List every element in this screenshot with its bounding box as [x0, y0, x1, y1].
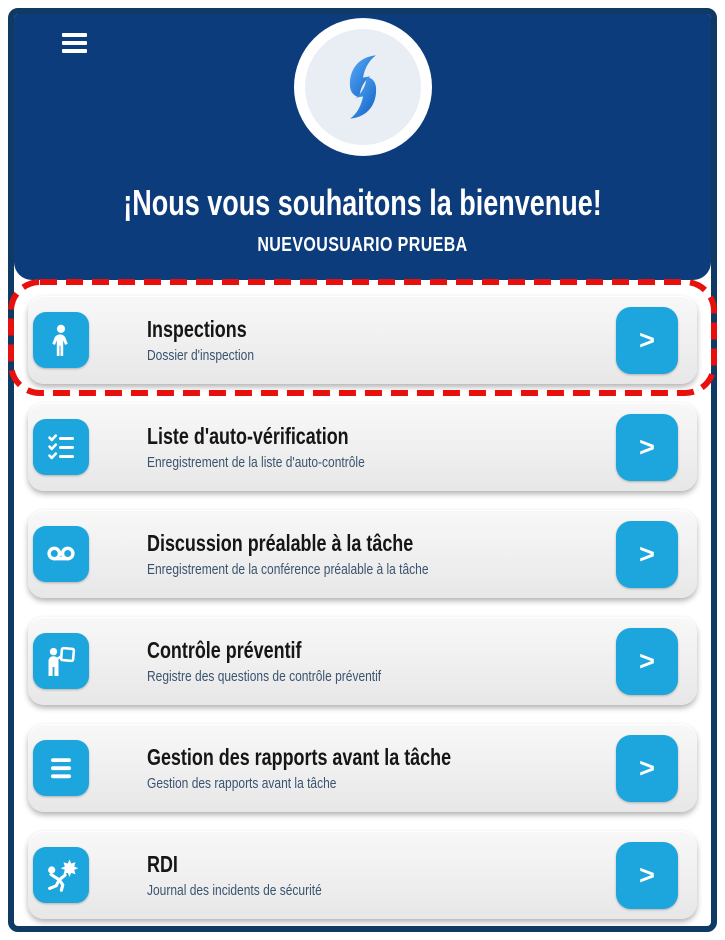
- menu-item-title: Contrôle préventif: [147, 637, 302, 663]
- menu-item-subtitle: Dossier d'inspection: [147, 347, 255, 364]
- app-frame: [8, 8, 717, 932]
- person-icon: [33, 312, 89, 368]
- menu-item-subtitle: Gestion des rapports avant la tâche: [147, 775, 337, 792]
- welcome-title: ¡Nous vous souhaitons la bienvenue!: [123, 182, 602, 223]
- menu-list: [14, 280, 711, 919]
- menu-item-title: Discussion préalable à la tâche: [147, 530, 414, 556]
- voicemail-icon: [33, 526, 89, 582]
- menu-item-title: Inspections: [147, 316, 247, 342]
- checklist-icon: [33, 419, 89, 475]
- app-logo: [294, 18, 432, 156]
- menu-item-3[interactable]: [28, 510, 697, 598]
- menu-item-subtitle: Registre des questions de contrôle préventif: [147, 668, 382, 685]
- menu-item-6[interactable]: [28, 831, 697, 919]
- chevron-right-button[interactable]: >: [616, 307, 678, 374]
- menu-item-text: [147, 529, 499, 579]
- welcome-username: NUEVOUSUARIO PRUEBA: [257, 234, 468, 256]
- menu-item-title: RDI: [147, 851, 178, 877]
- s-bolt-logo-icon: [305, 29, 421, 145]
- menu-item-subtitle: Journal des incidents de sécurité: [147, 882, 322, 899]
- chevron-right-button[interactable]: >: [616, 628, 678, 695]
- menu-item-subtitle: Enregistrement de la liste d'auto-contrôle: [147, 454, 365, 471]
- menu-item-text: [147, 422, 419, 472]
- chevron-right-button[interactable]: >: [616, 521, 678, 588]
- menu-item-text: [147, 636, 440, 686]
- menu-item-title: Gestion des rapports avant la tâche: [147, 744, 452, 770]
- slip-fall-icon: [33, 847, 89, 903]
- app-header: [14, 14, 711, 280]
- menu-item-text: [147, 743, 537, 793]
- chevron-right-button[interactable]: >: [616, 842, 678, 909]
- chevron-right-button[interactable]: >: [616, 735, 678, 802]
- menu-item-subtitle: Enregistrement de la conférence préalable à la tâche: [147, 561, 429, 578]
- menu-item-1[interactable]: [28, 296, 697, 384]
- menu-item-5[interactable]: [28, 724, 697, 812]
- menu-item-2[interactable]: [28, 403, 697, 491]
- menu-item-text: [147, 315, 281, 365]
- person-sign-icon: [33, 633, 89, 689]
- menu-item-text: [147, 850, 365, 900]
- hamburger-icon[interactable]: [62, 33, 87, 57]
- menu-item-4[interactable]: [28, 617, 697, 705]
- list-icon: [33, 740, 89, 796]
- chevron-right-button[interactable]: >: [616, 414, 678, 481]
- menu-item-title: Liste d'auto-vérification: [147, 423, 349, 449]
